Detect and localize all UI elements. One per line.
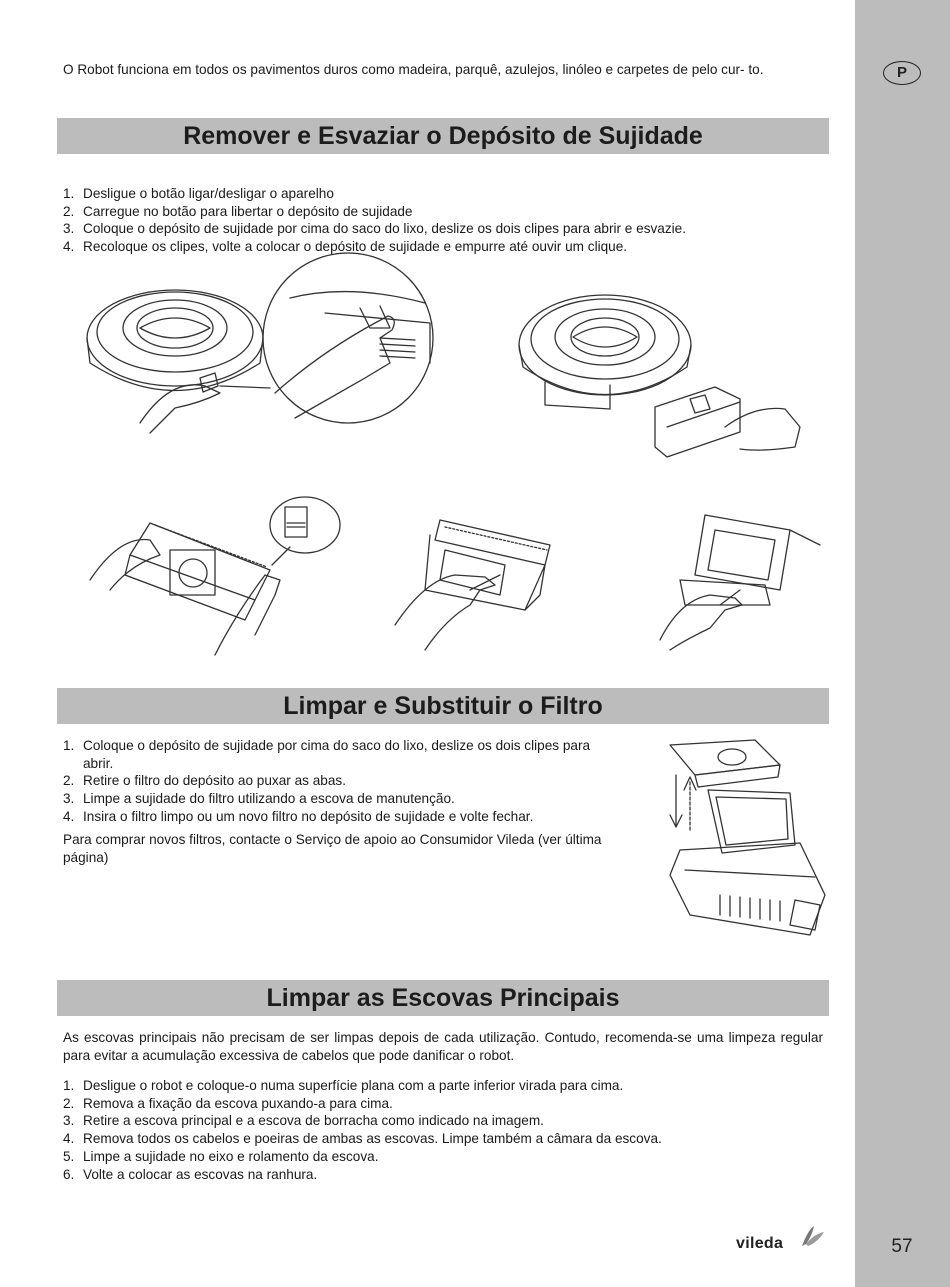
logo-text: vileda <box>736 1235 784 1252</box>
section-heading-remove-dust-container: Remover e Esvaziar o Depósito de Sujidade <box>57 118 829 154</box>
list-item: 4. Insira o filtro limpo ou um novo filtro no depósito de sujidade e volte fechar. <box>63 808 534 824</box>
list-item: 6. Volte a colocar as escovas na ranhura. <box>63 1166 318 1182</box>
robot-release-button-illustration <box>80 268 450 443</box>
filter-brushing-illustration <box>640 510 830 655</box>
list-item: 2. Retire o filtro do depósito ao puxar as abas. <box>63 773 346 789</box>
section2-steps-list <box>63 737 623 826</box>
section-heading-filter: Limpar e Substituir o Filtro <box>57 688 829 724</box>
page-sidebar <box>855 0 950 1287</box>
list-item: 1. Coloque o depósito de sujidade por cima do saco do lixo, deslize os dois clipes para abrir. <box>63 738 591 771</box>
section3-steps-list <box>63 1077 823 1183</box>
filter-exploded-view-illustration <box>660 735 830 945</box>
list-item: 3. Retire a escova principal e a escova de borracha como indicado na imagem. <box>63 1113 544 1129</box>
intro-paragraph: O Robot funciona em todos os pavimentos duros como madeira, parquê, azulejos, linóleo e carpetes de pelo cur- to. <box>63 62 764 77</box>
filter-purchase-note: Para comprar novos filtros, contacte o Serviço de apoio ao Consumidor Vileda (ver última página) <box>63 832 602 865</box>
robot-dust-container-removed-illustration <box>515 287 815 462</box>
list-item: 1. Desligue o botão ligar/desligar o aparelho <box>63 186 334 201</box>
section1-steps-list <box>63 185 686 256</box>
list-item: 4. Remova todos os cabelos e poeiras de ambas as escovas. Limpe também a câmara da escova. <box>63 1131 662 1147</box>
list-item: 3. Coloque o depósito de sujidade por cima do saco do lixo, deslize os dois clipes para abrir e esvazie. <box>63 221 687 237</box>
list-item: 5. Limpe a sujidade no eixo e rolamento da escova. <box>63 1148 379 1164</box>
list-item: 2. Remova a fixação da escova puxando-a para cima. <box>63 1095 393 1111</box>
dust-container-clips-illustration <box>85 495 355 660</box>
list-item: 4. Recoloque os clipes, volte a colocar o depósito de sujidade e empurre até ouvir um clique. <box>63 239 628 255</box>
container-brushing-illustration <box>385 495 565 655</box>
section-heading-main-brushes: Limpar as Escovas Principais <box>57 980 829 1016</box>
page-number: 57 <box>891 1236 913 1257</box>
main-brushes-intro: As escovas principais não precisam de ser limpas depois de cada utilização. Contudo, recomenda-se uma limpeza regular para evitar a acumulação excessiva de cabelos que pode danificar o robot. <box>63 1030 823 1063</box>
list-item: 1. Desligue o robot e coloque-o numa superfície plana com a parte inferior virada para cima. <box>63 1078 624 1093</box>
butterfly-icon <box>798 1224 826 1248</box>
vileda-logo <box>736 1224 826 1258</box>
list-item: 3. Limpe a sujidade do filtro utilizando a escova de manutenção. <box>63 791 455 807</box>
language-badge: P <box>883 61 921 85</box>
list-item: 2. Carregue no botão para libertar o depósito de sujidade <box>63 203 413 219</box>
